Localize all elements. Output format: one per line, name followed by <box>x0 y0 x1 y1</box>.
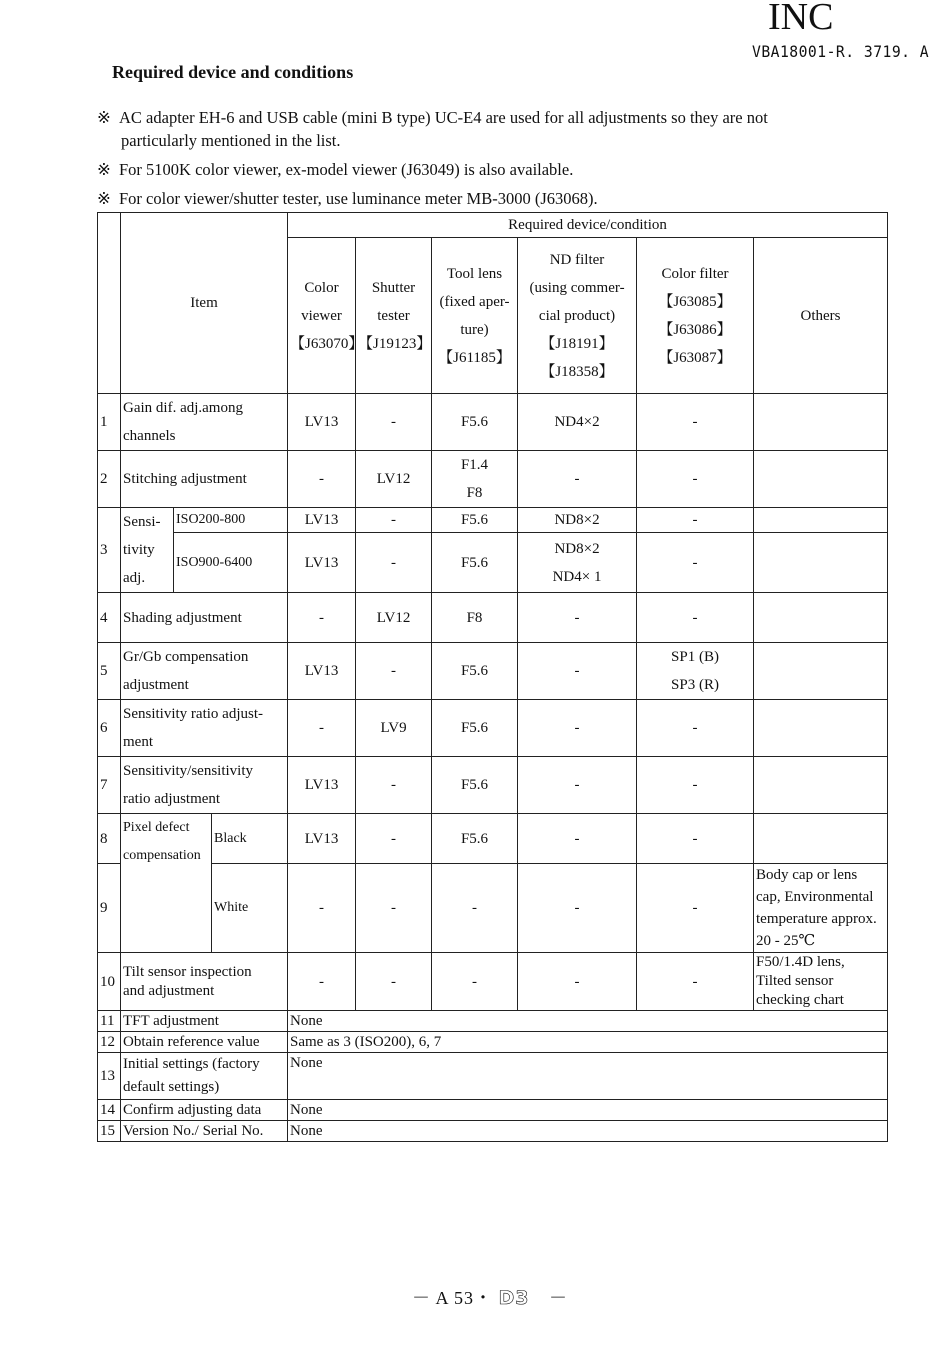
color-filter-cell: - <box>637 864 754 953</box>
tool-lens-cell: F5.6 <box>432 814 518 864</box>
shutter-tester-cell: - <box>356 757 432 814</box>
row-number: 12 <box>98 1032 121 1053</box>
page-number: － A 53・ <box>412 1288 494 1308</box>
color-filter-cell: - <box>637 394 754 451</box>
nd-filter-cell: - <box>518 953 637 1011</box>
document-number: VBA18001-R. 3719. A <box>752 42 930 61</box>
item-cell: Gain dif. adj.among channels <box>121 394 288 451</box>
note-mark: ※ <box>97 108 111 127</box>
others-cell <box>754 814 888 864</box>
color-viewer-cell: LV13 <box>288 814 356 864</box>
page-footer <box>412 1284 568 1310</box>
color-viewer-cell: LV13 <box>288 533 356 593</box>
table-row <box>98 757 888 814</box>
others-cell: Body cap or lens cap, Environmental temperature approx. 20 - 25℃ <box>754 864 888 953</box>
shutter-tester-cell: - <box>356 533 432 593</box>
nd-filter-cell: - <box>518 700 637 757</box>
color-viewer-cell: - <box>288 953 356 1011</box>
note-1 <box>97 106 877 152</box>
sub-item-cell: ISO900-6400 <box>174 533 288 593</box>
note-text: AC adapter EH-6 and USB cable (mini B type) UC-E4 are used for all adjustments so they are not <box>119 108 768 127</box>
color-viewer-cell: - <box>288 864 356 953</box>
color-viewer-cell: - <box>288 451 356 508</box>
item-header: Item <box>121 213 288 394</box>
tool-lens-cell: F8 <box>432 593 518 643</box>
sub-item-cell: ISO200-800 <box>174 508 288 533</box>
item-cell: Stitching adjustment <box>121 451 288 508</box>
row-number: 10 <box>98 953 121 1011</box>
value-cell: Same as 3 (ISO200), 6, 7 <box>288 1032 888 1053</box>
requirements-table <box>97 212 888 1142</box>
value-cell: None <box>288 1121 888 1142</box>
color-filter-cell: - <box>637 700 754 757</box>
table-row <box>98 1100 888 1121</box>
table-row <box>98 1011 888 1032</box>
shutter-tester-cell: - <box>356 814 432 864</box>
row-number: 15 <box>98 1121 121 1142</box>
color-filter-cell: - <box>637 814 754 864</box>
item-cell: TFT adjustment <box>121 1011 288 1032</box>
page-title: Required device and conditions <box>112 62 354 82</box>
tool-lens-cell: - <box>432 864 518 953</box>
row-number: 13 <box>98 1053 121 1100</box>
table-row <box>98 643 888 700</box>
color-filter-cell: - <box>637 757 754 814</box>
table-row <box>98 700 888 757</box>
others-cell <box>754 533 888 593</box>
table-row <box>98 451 888 508</box>
value-cell: None <box>288 1011 888 1032</box>
note-text-continued: particularly mentioned in the list. <box>121 131 341 150</box>
footer-dash: － <box>549 1288 569 1308</box>
others-cell <box>754 394 888 451</box>
sub-item-cell: White <box>212 864 288 953</box>
shutter-tester-header: Shutter tester 【J19123】 <box>356 238 432 394</box>
shutter-tester-cell: LV12 <box>356 451 432 508</box>
tool-lens-cell: F5.6 <box>432 533 518 593</box>
row-number: 3 <box>98 508 121 593</box>
others-cell <box>754 643 888 700</box>
row-number: 8 <box>98 814 121 864</box>
row-number: 5 <box>98 643 121 700</box>
nd-filter-cell: ND8×2 ND4× 1 <box>518 533 637 593</box>
table-row <box>98 864 888 953</box>
color-filter-cell: - <box>637 508 754 533</box>
row-number: 9 <box>98 864 121 953</box>
shutter-tester-cell: - <box>356 953 432 1011</box>
row-number: 2 <box>98 451 121 508</box>
item-cell: Gr/Gb compensation adjustment <box>121 643 288 700</box>
table-row <box>98 593 888 643</box>
row-number: 7 <box>98 757 121 814</box>
nd-filter-cell: - <box>518 814 637 864</box>
others-cell: F50/1.4D lens, Tilted sensor checking chart <box>754 953 888 1011</box>
tool-lens-cell: F5.6 <box>432 508 518 533</box>
pixel-defect-item-cell: Pixel defect compensation <box>121 814 212 953</box>
item-cell: Obtain reference value <box>121 1032 288 1053</box>
table-row <box>98 394 888 451</box>
color-viewer-cell: LV13 <box>288 757 356 814</box>
nd-filter-cell: ND8×2 <box>518 508 637 533</box>
others-cell <box>754 593 888 643</box>
table-row <box>98 1121 888 1142</box>
tool-lens-cell: F1.4 F8 <box>432 451 518 508</box>
row-number: 1 <box>98 394 121 451</box>
item-cell: Initial settings (factory default settings) <box>121 1053 288 1100</box>
note-3 <box>97 187 877 210</box>
table-row <box>98 508 888 533</box>
shutter-tester-cell: - <box>356 643 432 700</box>
note-2 <box>97 158 877 181</box>
note-text: For 5100K color viewer, ex-model viewer (J63049) is also available. <box>119 160 574 179</box>
value-cell: None <box>288 1053 888 1100</box>
model-logo: D3 <box>498 1287 530 1309</box>
table-row <box>98 1032 888 1053</box>
row-number: 11 <box>98 1011 121 1032</box>
table-row <box>98 814 888 864</box>
shutter-tester-cell: LV12 <box>356 593 432 643</box>
shutter-tester-cell: - <box>356 864 432 953</box>
tool-lens-cell: F5.6 <box>432 757 518 814</box>
tool-lens-cell: F5.6 <box>432 394 518 451</box>
row-number: 14 <box>98 1100 121 1121</box>
nd-filter-cell: - <box>518 643 637 700</box>
required-device-header: Required device/condition <box>288 213 888 238</box>
shutter-tester-cell: - <box>356 394 432 451</box>
nd-filter-header: ND filter (using commer- cial product) 【J18191】 【J18358】 <box>518 238 637 394</box>
others-cell <box>754 700 888 757</box>
others-cell <box>754 508 888 533</box>
table-row <box>98 533 888 593</box>
color-filter-cell: SP1 (B) SP3 (R) <box>637 643 754 700</box>
color-viewer-cell: LV13 <box>288 508 356 533</box>
row-number: 4 <box>98 593 121 643</box>
color-viewer-cell: LV13 <box>288 394 356 451</box>
nd-filter-cell: - <box>518 593 637 643</box>
tool-lens-header: Tool lens (fixed aper- ture) 【J61185】 <box>432 238 518 394</box>
table-row <box>98 1053 888 1100</box>
item-cell: Tilt sensor inspection and adjustment <box>121 953 288 1011</box>
sub-item-cell: Black <box>212 814 288 864</box>
brand-name: INC <box>768 0 834 38</box>
nd-filter-cell: - <box>518 864 637 953</box>
value-cell: None <box>288 1100 888 1121</box>
color-filter-cell: - <box>637 953 754 1011</box>
color-viewer-cell: - <box>288 700 356 757</box>
color-viewer-cell: LV13 <box>288 643 356 700</box>
item-cell: Sensi- tivity adj. <box>121 508 174 593</box>
color-filter-cell: - <box>637 533 754 593</box>
tool-lens-cell: F5.6 <box>432 700 518 757</box>
number-header-cell <box>98 213 121 394</box>
nd-filter-cell: - <box>518 451 637 508</box>
others-header: Others <box>754 238 888 394</box>
item-cell: Version No./ Serial No. <box>121 1121 288 1142</box>
nd-filter-cell: - <box>518 757 637 814</box>
note-mark: ※ <box>97 189 111 208</box>
color-filter-header: Color filter 【J63085】 【J63086】 【J63087】 <box>637 238 754 394</box>
others-cell <box>754 451 888 508</box>
color-viewer-header: Color viewer 【J63070】 <box>288 238 356 394</box>
tool-lens-cell: - <box>432 953 518 1011</box>
item-cell: Sensitivity ratio adjust- ment <box>121 700 288 757</box>
note-mark: ※ <box>97 160 111 179</box>
note-text: For color viewer/shutter tester, use luminance meter MB-3000 (J63068). <box>119 189 598 208</box>
color-filter-cell: - <box>637 593 754 643</box>
color-filter-cell: - <box>637 451 754 508</box>
tool-lens-cell: F5.6 <box>432 643 518 700</box>
others-cell <box>754 757 888 814</box>
shutter-tester-cell: LV9 <box>356 700 432 757</box>
table-row <box>98 953 888 1011</box>
color-viewer-cell: - <box>288 593 356 643</box>
header-row <box>98 213 888 238</box>
item-cell: Shading adjustment <box>121 593 288 643</box>
row-number: 6 <box>98 700 121 757</box>
item-cell: Confirm adjusting data <box>121 1100 288 1121</box>
item-cell: Sensitivity/sensitivity ratio adjustment <box>121 757 288 814</box>
nd-filter-cell: ND4×2 <box>518 394 637 451</box>
shutter-tester-cell: - <box>356 508 432 533</box>
